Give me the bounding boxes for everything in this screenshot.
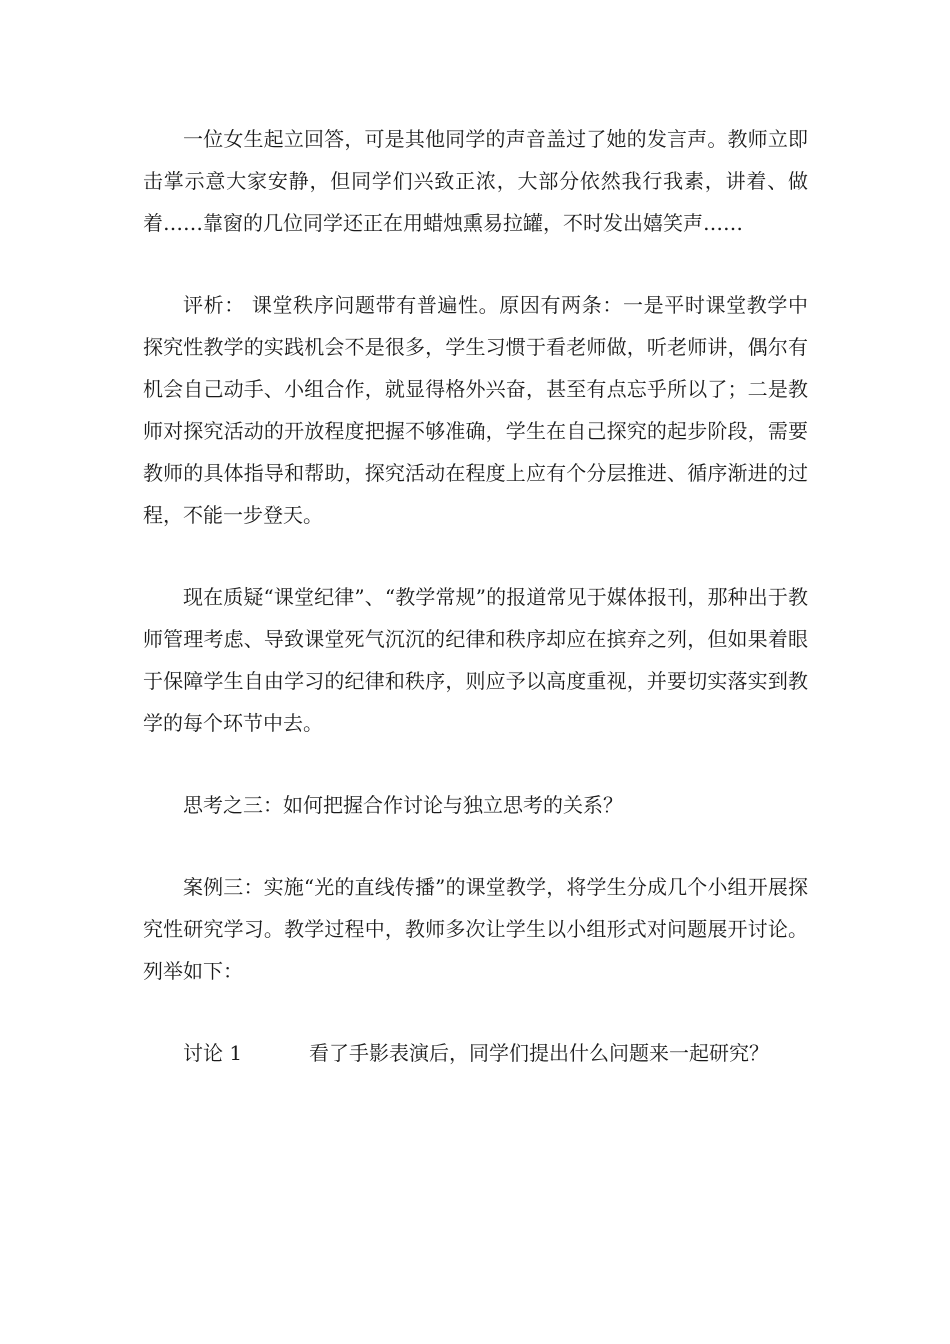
paragraph-case-three: 案例三：实施“光的直线传播”的课堂教学，将学生分成几个小组开展探究性研究学习。教学过程中，教师多次让学生以小组形式对问题展开讨论。列举如下： (143, 875, 808, 983)
paragraph-case-narrative: 一位女生起立回答，可是其他同学的声音盖过了她的发言声。教师立即击掌示意大家安静，但同学们兴致正浓，大部分依然我行我素，讲着、做着……靠窗的几位同学还正在用蜡烛熏易拉罐，不时发出嬉笑声…… (143, 127, 808, 235)
paragraph-reflection-three: 思考之三：如何把握合作讨论与独立思考的关系？ (183, 793, 623, 817)
discussion-question: 看了手影表演后，同学们提出什么问题来一起研究？ (309, 1041, 769, 1065)
paragraph-analysis: 评析： 课堂秩序问题带有普遍性。原因有两条：一是平时课堂教学中探究性教学的实践机会不是很多，学生习惯于看老师做，听老师讲，偶尔有机会自己动手、小组合作，就显得格外兴奋，甚至有点忘乎所以了；二是教师对探究活动的开放程度把握不够准确，学生在自己探究的起步阶段，需要教师的具体指导和帮助，探究活动在程度上应有个分层推进、循序渐进的过程，不能一步登天。 (143, 293, 808, 527)
paragraph-discipline-commentary: 现在质疑“课堂纪律”、“教学常规”的报道常见于媒体报刊，那种出于教师管理考虑、导致课堂死气沉沉的纪律和秩序却应在摈弃之列，但如果着眼于保障学生自由学习的纪律和秩序，则应予以高度重视，并要切实落实到教学的每个环节中去。 (143, 585, 808, 735)
discussion-label: 讨论 1 (183, 1041, 243, 1065)
document-body (143, 118, 808, 1074)
discussion-item (143, 1032, 808, 1074)
